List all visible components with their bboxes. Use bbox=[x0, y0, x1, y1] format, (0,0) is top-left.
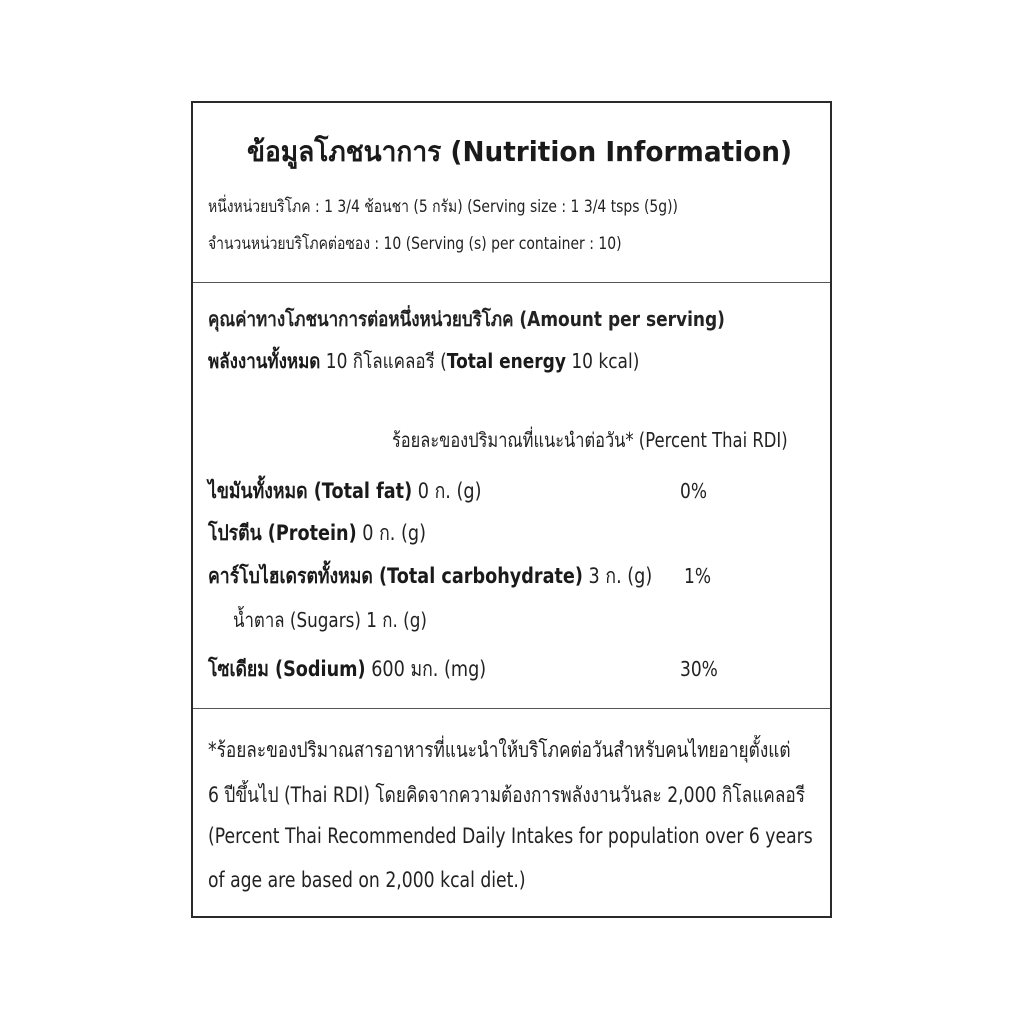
rdi-column-header: ร้อยละของปริมาณที่แนะนำต่อวัน* (Percent Thai RDI) bbox=[392, 428, 788, 452]
total-energy-line bbox=[208, 351, 639, 371]
nutrient-row-total-fat bbox=[208, 481, 481, 502]
footnote-line-3: (Percent Thai Recommended Daily Intakes for population over 6 years bbox=[208, 824, 813, 848]
nutrition-label-panel bbox=[191, 101, 832, 918]
nutrient-name: โปรตีน (Protein) bbox=[208, 521, 357, 545]
nutrient-name: คาร์โบไฮเดรตทั้งหมด (Total carbohydrate) bbox=[208, 564, 583, 588]
label-title: ข้อมูลโภชนาการ (Nutrition Information) bbox=[247, 135, 793, 168]
nutrient-amount: 600 มก. (mg) bbox=[365, 657, 487, 681]
footnote-line-1: *ร้อยละของปริมาณสารอาหารที่แนะนำให้บริโภคต่อวันสำหรับคนไทยอายุตั้งแต่ bbox=[208, 738, 791, 762]
nutrient-row-protein bbox=[208, 523, 426, 544]
energy-label-en: Total energy bbox=[446, 349, 566, 373]
nutrient-percent-sodium: 30% bbox=[680, 657, 718, 681]
energy-label-th: พลังงานทั้งหมด bbox=[208, 349, 321, 373]
footnote-line-2: 6 ปีขึ้นไป (Thai RDI) โดยคิดจากความต้องการพลังงานวันละ 2,000 กิโลแคลอรี bbox=[208, 783, 805, 807]
nutrient-amount: 3 ก. (g) bbox=[582, 564, 653, 588]
nutrient-amount: 0 ก. (g) bbox=[412, 479, 482, 503]
amount-per-serving-heading: คุณค่าทางโภชนาการต่อหนึ่งหน่วยบริโภค (Amount per serving) bbox=[208, 307, 725, 331]
servings-per-container: จำนวนหน่วยบริโภคต่อซอง : 10 (Serving (s) per container : 10) bbox=[208, 234, 622, 254]
nutrient-row-total-carbohydrate bbox=[208, 566, 652, 587]
footnote-line-4: of age are based on 2,000 kcal diet.) bbox=[208, 868, 526, 892]
nutrient-name: ไขมันทั้งหมด (Total fat) bbox=[208, 479, 413, 503]
energy-value-th: 10 กิโลแคลอรี ( bbox=[320, 349, 447, 373]
nutrient-name: โซเดียม (Sodium) bbox=[208, 657, 366, 681]
nutrient-row-sugars: น้ำตาล (Sugars) 1 ก. (g) bbox=[233, 608, 427, 632]
section-divider-bottom bbox=[193, 708, 830, 709]
serving-size: หนึ่งหน่วยบริโภค : 1 3/4 ช้อนชา (5 กรัม) (Serving size : 1 3/4 tsps (5g)) bbox=[208, 197, 679, 217]
nutrient-percent-total-carbohydrate: 1% bbox=[684, 564, 711, 588]
energy-value-en: 10 kcal) bbox=[565, 349, 640, 373]
nutrient-amount: 0 ก. (g) bbox=[356, 521, 426, 545]
nutrient-row-sodium bbox=[208, 659, 486, 680]
nutrient-percent-total-fat: 0% bbox=[680, 479, 707, 503]
section-divider-top bbox=[193, 282, 830, 283]
